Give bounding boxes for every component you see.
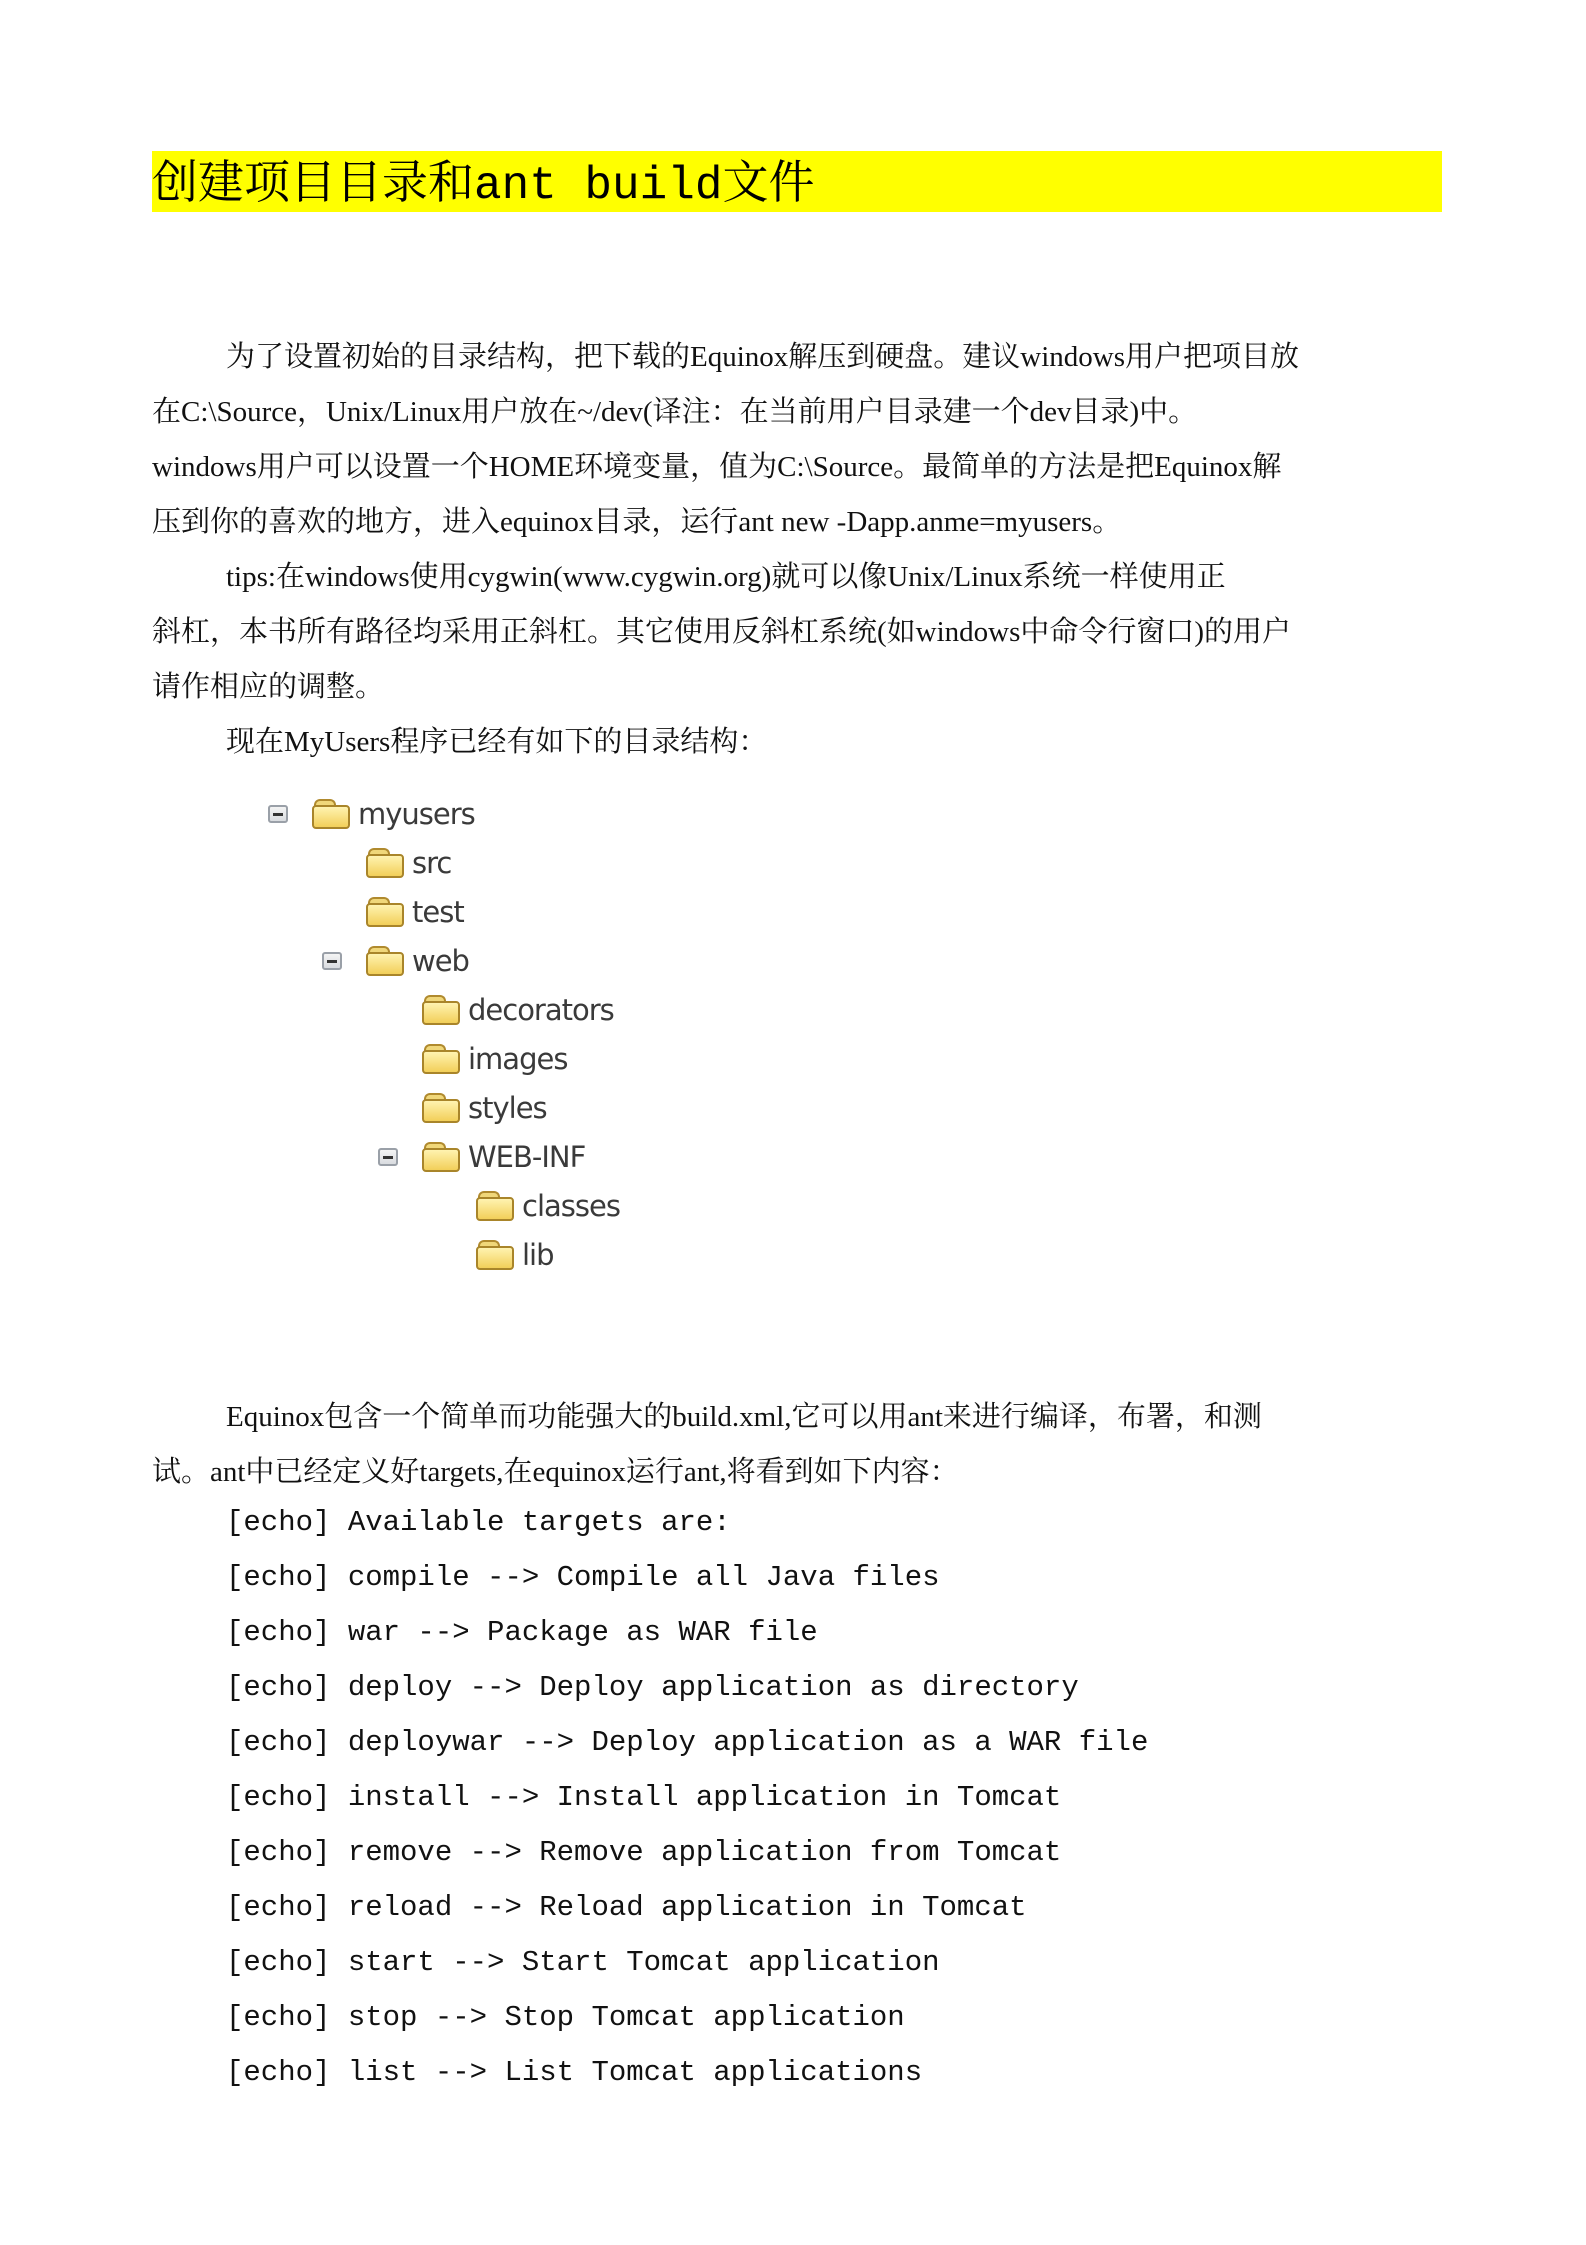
collapse-icon[interactable] (378, 1148, 398, 1166)
collapse-icon[interactable] (322, 952, 342, 970)
tree-node-label: images (468, 1042, 568, 1076)
folder-icon (366, 946, 404, 976)
tree-node-decorators[interactable] (422, 990, 614, 1030)
text-line: 试。ant中已经定义好targets,在equinox运行ant,将看到如下内容： (152, 1456, 959, 1488)
tree-node-label: lib (522, 1238, 554, 1272)
tree-node-label: WEB-INF (468, 1140, 586, 1174)
title-mono: ant build (474, 160, 723, 212)
text-line: 压到你的喜欢的地方，进入equinox目录，运行ant new -Dapp.anme=myusers。 (152, 506, 1122, 538)
echo-line: [echo] deploy --> Deploy application as directory (226, 1671, 1079, 1704)
text-line: windows用户可以设置一个HOME环境变量，值为C:\Source。最简单的方法是把Equinox解 (152, 451, 1282, 483)
tree-node-test[interactable] (366, 892, 464, 932)
tree-node-web-inf[interactable] (372, 1137, 585, 1177)
tree-node-web[interactable] (316, 941, 469, 981)
paragraph-build-xml (152, 1390, 1444, 1500)
tree-node-label: decorators (468, 993, 614, 1027)
tree-node-images[interactable] (422, 1039, 567, 1079)
collapse-icon[interactable] (268, 805, 288, 823)
tree-node-label: myusers (358, 797, 475, 831)
folder-icon (366, 897, 404, 927)
folder-icon (422, 995, 460, 1025)
tree-node-label: styles (468, 1091, 547, 1125)
paragraph-structure-intro (152, 715, 1444, 770)
tree-node-label: src (412, 846, 452, 880)
text-line: 斜杠，本书所有路径均采用正斜杠。其它使用反斜杠系统(如windows中命令行窗口)的用户 (152, 616, 1292, 648)
echo-line: [echo] deploywar --> Deploy application as a WAR file (226, 1726, 1149, 1759)
text-line: 在C:\Source，Unix/Linux用户放在~/dev(译注：在当前用户目录建一个dev目录)中。 (152, 396, 1198, 428)
tree-node-label: web (412, 944, 469, 978)
folder-icon (312, 799, 350, 829)
tree-node-styles[interactable] (422, 1088, 547, 1128)
directory-tree (262, 790, 662, 1290)
tree-node-lib[interactable] (476, 1235, 554, 1275)
echo-line: [echo] remove --> Remove application from Tomcat (226, 1836, 1062, 1869)
paragraph-tips (152, 550, 1444, 715)
page-title (152, 152, 814, 212)
folder-icon (422, 1142, 460, 1172)
text-line: Equinox包含一个简单而功能强大的build.xml,它可以用ant来进行编译，布署，和测 (226, 1401, 1262, 1433)
folder-icon (476, 1191, 514, 1221)
paragraph-setup (152, 330, 1444, 550)
title-suffix: 文件 (722, 155, 815, 209)
title-prefix: 创建项目目录和 (152, 155, 474, 209)
echo-line: [echo] compile --> Compile all Java files (226, 1561, 940, 1594)
tree-node-classes[interactable] (476, 1186, 620, 1226)
folder-icon (422, 1093, 460, 1123)
echo-line: [echo] stop --> Stop Tomcat application (226, 2001, 905, 2034)
text-line: 现在MyUsers程序已经有如下的目录结构： (226, 726, 768, 758)
echo-line: [echo] install --> Install application in Tomcat (226, 1781, 1062, 1814)
text-line: tips:在windows使用cygwin(www.cygwin.org)就可以像Unix/Linux系统一样使用正 (226, 561, 1226, 593)
text-line: 为了设置初始的目录结构，把下载的Equinox解压到硬盘。建议windows用户把项目放 (226, 341, 1300, 373)
folder-icon (476, 1240, 514, 1270)
echo-line: [echo] start --> Start Tomcat application (226, 1946, 940, 1979)
echo-line: [echo] Available targets are: (226, 1506, 731, 1539)
tree-node-myusers[interactable] (262, 794, 475, 834)
tree-node-src[interactable] (366, 843, 451, 883)
echo-line: [echo] list --> List Tomcat applications (226, 2056, 923, 2089)
folder-icon (422, 1044, 460, 1074)
echo-line: [echo] war --> Package as WAR file (226, 1616, 818, 1649)
echo-line: [echo] reload --> Reload application in Tomcat (226, 1891, 1027, 1924)
text-line: 请作相应的调整。 (152, 671, 385, 703)
tree-node-label: classes (522, 1189, 620, 1223)
tree-node-label: test (412, 895, 464, 929)
folder-icon (366, 848, 404, 878)
